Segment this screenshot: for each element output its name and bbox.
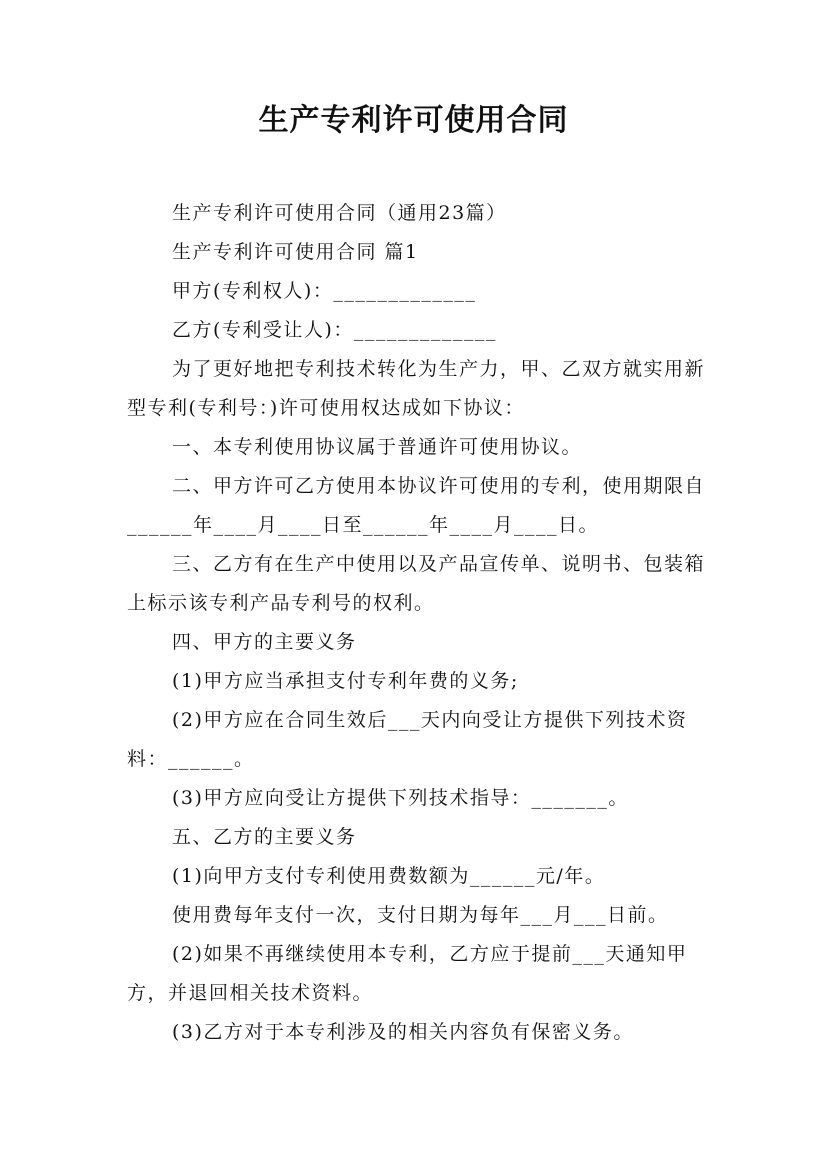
paragraph-heading-collection: 生产专利许可使用合同（通用23篇） [172, 202, 507, 224]
document-body [127, 194, 712, 1052]
paragraph-clause-5-3: (3)乙方对于本专利涉及的相关内容负有保密义务。 [172, 1021, 634, 1043]
paragraph-clause-4-heading: 四、甲方的主要义务 [172, 631, 357, 653]
paragraph-heading-part1: 生产专利许可使用合同 篇1 [172, 241, 419, 263]
paragraph-clause-5-1: (1)向甲方支付专利使用费数额为______元/年。 [172, 865, 606, 887]
paragraph-clause-2: 二、甲方许可乙方使用本协议许可使用的专利，使用期限自______年____月____日至______年____月____日。 [127, 475, 706, 536]
paragraph-party-a: 甲方(专利权人)：_____________ [172, 280, 477, 302]
paragraph-clause-5-heading: 五、乙方的主要义务 [172, 826, 357, 848]
paragraph-clause-3: 三、乙方有在生产中使用以及产品宣传单、说明书、包装箱上标示该专利产品专利号的权利。 [127, 553, 706, 614]
paragraph-clause-1: 一、本专利使用协议属于普通许可使用协议。 [172, 436, 583, 458]
paragraph-intro: 为了更好地把专利技术转化为生产力，甲、乙双方就实用新型专利(专利号：)许可使用权达成如下协议： [127, 358, 706, 419]
paragraph-clause-4-3: (3)甲方应向受让方提供下列技术指导：_______。 [172, 787, 629, 809]
paragraph-clause-4-2: (2)甲方应在合同生效后___天内向受让方提供下列技术资料：______。 [127, 709, 688, 770]
paragraph-clause-4-1: (1)甲方应当承担支付专利年费的义务; [172, 670, 519, 692]
paragraph-payment-schedule: 使用费每年支付一次，支付日期为每年___月___日前。 [172, 904, 669, 926]
paragraph-party-b: 乙方(专利受让人)：_____________ [172, 319, 497, 341]
paragraph-clause-5-2: (2)如果不再继续使用本专利，乙方应于提前___天通知甲方，并退回相关技术资料。 [127, 943, 688, 1004]
document-title: 生产专利许可使用合同 [258, 103, 569, 138]
